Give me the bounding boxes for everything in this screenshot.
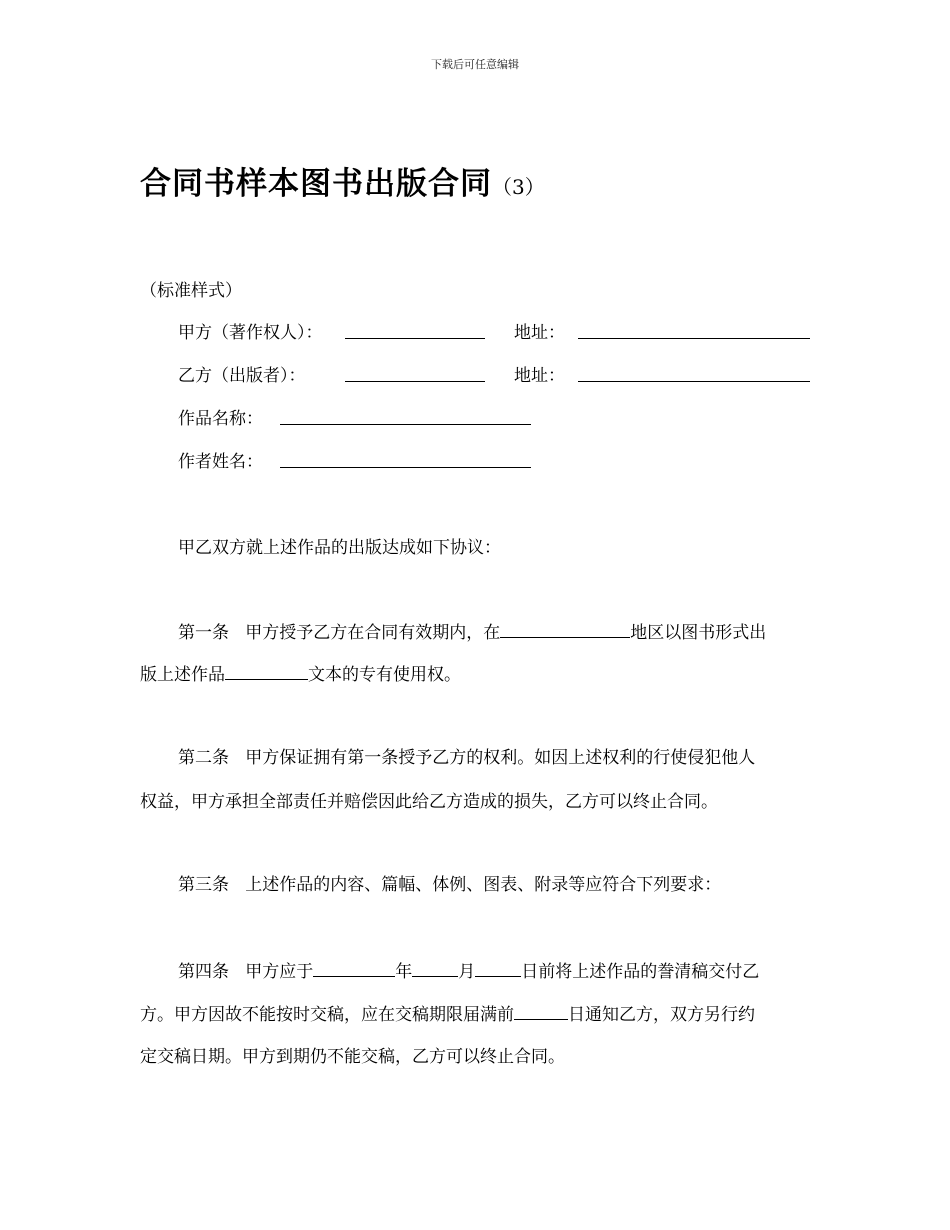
work-title-label: 作品名称：	[178, 409, 263, 429]
article-1-part-4: 文本的专有使用权。	[308, 665, 461, 685]
title-suffix: （3）	[492, 175, 545, 199]
article-1-part-3: 版上述作品	[140, 665, 225, 685]
party-a-address-label: 地址：	[514, 323, 565, 343]
party-a-label: 甲方（著作权人）：	[178, 323, 323, 343]
article-1-part-2: 地区以图书形式出	[630, 623, 767, 643]
party-b-address-label: 地址：	[514, 366, 565, 386]
article-3-head: 第三条	[178, 875, 229, 895]
article-3-line-1	[178, 873, 721, 897]
article-4-line-2	[140, 1002, 755, 1027]
author-name-blank[interactable]	[280, 450, 531, 468]
year-blank[interactable]	[313, 959, 395, 977]
article-2-line-1	[178, 746, 755, 770]
party-b-address-blank[interactable]	[578, 364, 810, 382]
notice-days-blank[interactable]	[514, 1002, 568, 1020]
style-note: （标准样式）	[140, 281, 242, 301]
title-main: 合同书样本图书出版合同	[140, 166, 492, 202]
month-blank[interactable]	[412, 959, 458, 977]
article-4-part-6: 日通知乙方，双方另行约	[568, 1005, 755, 1025]
page-title	[140, 158, 545, 203]
article-1-line-1	[178, 620, 766, 645]
article-4-part-5: 方。甲方因故不能按时交稿，应在交稿期限届满前	[140, 1005, 514, 1025]
region-blank[interactable]	[500, 620, 630, 638]
article-4-head: 第四条	[178, 962, 229, 982]
article-4-part-1: 甲方应于	[245, 962, 314, 982]
article-4-line-1	[178, 959, 759, 984]
work-title-blank[interactable]	[280, 407, 531, 425]
day-blank[interactable]	[475, 959, 521, 977]
party-a-blank[interactable]	[345, 321, 485, 339]
article-2-head: 第二条	[178, 748, 229, 768]
party-b-blank[interactable]	[345, 364, 485, 382]
article-4-line-3: 定交稿日期。甲方到期仍不能交稿，乙方可以终止合同。	[140, 1047, 565, 1067]
author-name-label: 作者姓名：	[178, 452, 263, 472]
article-2-text-1: 甲方保证拥有第一条授予乙方的权利。如因上述权利的行使侵犯他人	[245, 748, 756, 768]
article-1-head: 第一条	[178, 623, 229, 643]
page-header-note: 下载后可任意编辑	[431, 58, 519, 71]
intro-text: 甲乙双方就上述作品的出版达成如下协议：	[178, 538, 501, 558]
article-4-year-label: 年	[395, 962, 413, 982]
party-a-address-blank[interactable]	[578, 321, 810, 339]
article-2-line-2: 权益，甲方承担全部责任并赔偿因此给乙方造成的损失，乙方可以终止合同。	[140, 792, 718, 812]
article-3-text-1: 上述作品的内容、篇幅、体例、图表、附录等应符合下列要求：	[245, 875, 722, 895]
article-4-part-4: 日前将上述作品的誊清稿交付乙	[521, 962, 760, 982]
language-blank[interactable]	[225, 662, 308, 680]
article-1-line-2	[140, 662, 461, 687]
party-b-label: 乙方（出版者）：	[178, 366, 306, 386]
article-4-month-label: 月	[458, 962, 476, 982]
article-1-part-1: 甲方授予乙方在合同有效期内，在	[245, 623, 501, 643]
